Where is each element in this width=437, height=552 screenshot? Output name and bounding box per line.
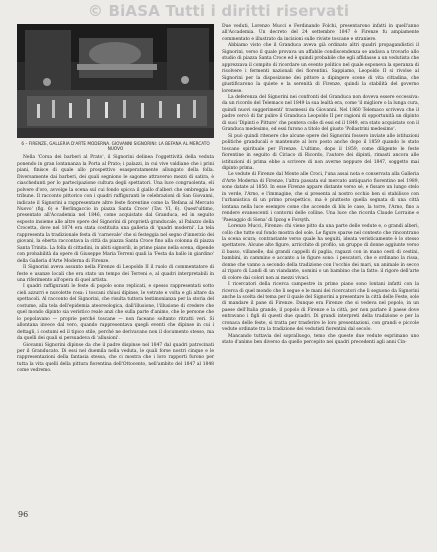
paragraph: I quadri raffiguranti le feste di popolo sono replicati, e spesso rappresentati sotto cieli azzurri e nuvolette rosa: i toscani chiusi dipinse, le vetrate e volta e gli altare da spettacoli. Al racconto del Signorini, che risulta tuttora testimonianza per la storia del costume, alla tela dell'epidemia ateoreologica, dall'illusione, l'illusione di credere che quel mondo dipinto sia veristico reale anzi che sulla parte d'animo, che le persone che lo popolavano — proprie perché toscane — non faceano soltanto ritratti veri. Si allontana invece dal vero, quando rappresentava quegli eventi che dipinse in cui i dettagli, i costumi ed il tipico stile, perché ne derivavano non il documento stesso, ma da quelli dei quali si persuadeva di 'allusioni'. (17, 284, 214, 342)
paragraph: Abbiamo visto che il Granduca aveva già ordinato altri quadri propagandistici il Signorini, verso il quale provava un affabile condiscendenza se andava a trovarlo allo studio di piazza Santa Croce ed è quindi probabile che egli affidasse a un vedutista che apprezzava il compito di ricordare un evento politico nel quale esponeva la speranza di risolvere i fermenti nazionali dei fiorentini. Sappiamo, Leopoldo II si rivolse al Signorini per la disposizione dei pittore a dipingere scene di vita cittadina, che giustificarono la quiete e la serenità di Firenze, quindi la stabilità del governo lorenese. (222, 43, 419, 94)
page-number: 96 (18, 510, 29, 519)
figure-caption: 6 – FIRENZE, GALLERIA D'ARTE MODERNA. GIOVANNI SIGNORINI: LA BEFANA AL MERCATO NUOVO (21, 141, 210, 152)
paragraph: Giovanni Signorini dipinse da che il padre dispinse nel 1847 dal quadri patrocinati per il Granducato. Di essi nel duemila nella veduta, le quali forse nostri cinque e le rappresentazioni della fantasia stessa, che ci mostra che i loro rapporti furono per tutta la vita quelli della pittura fiorentina dell'Ottocento, nell'ambito del 1847 al 1848 come vedremo. (17, 342, 214, 374)
paragraph: Le vedute di Firenze dal Monte alle Croci, l'una assai nota e conservata alla Galleria d'Arte Moderna di Firenze, l'altra passata sul mercato antiquario fiorentino nel 1989, sono datate al 1850. In esse Firenze appare distante verso sé, e fissare un lungo stelo in verde, l'Arno, e l'immagine, che si presenta al nostro occhio ben si stabilisce con l'urbanistica di un primo prospettico, ma è piuttosto quella segnata di una città lontana nella luce esempre come che accende di blu le case, la torre, l'Arno, fino a rendere evanescenti i contorni delle colline. Una luce che ricorda Claude Lorraine e 'Paesaggio di Siena' di Ipzog e Forsyth. (222, 172, 419, 223)
paragraph: Nella 'Corsa dei barberi al Prato', il Signorini delinea l'oggettività della veduta ponendo in gran lontananza la Porta al Prato; i palazzi, in cui vive valdiane che i prini piani, finisce di quale allo prospettivo esasperatamente allungato della folla. Diversamente dai barberi, dei quali segniono le sagome attraverso mezzi di satira, è ciaschedunti per lo partecipazione cultura degli spettatori. Una luce congruolenta, eli polvere d'oro, avvolge la scena sul cui fondo spicca il giallo d'alberi che ombreggia le tribune. Il racconto pittorico con i quadri raffiguranti le celebrazioni di San Giovanni, indicate il Signorini a rappresentare altre feste fiorentine come la 'Befana al Mercato Nuovo' (fig. 6) e 'Berlingaccio in piazza Santa Croce' (Tav. VI, 6). Quest'ultimo, presentato all'Accademia nel 1846, come acquistato dal Granduca, ed in seguito esposto insieme alle altre opere del Signorini di proprietà granducale, al Palazzo della Crocetta, dove nel 1874 era stata costituita una galleria di 'quadri moderni'. La tela rappresenta la tradizionale festa di 'carnevale' che si festeggia nel segno d'innerzio dei giovani, la eberta raccontava la città da piazza Santa Croce fino alla colonna di piazza Santa Trinita. La folla di cittadini, in abiti signorili, in primo piano nella scena, dipende con probabilità da opere di Giuseppe Maria Terreni quali la 'Festa da ballo in giardino' della Galleria d'Arte Moderna di Firenze. (17, 155, 214, 264)
left-column-text (17, 155, 214, 374)
figure-painting (17, 24, 214, 138)
paragraph: Due veduti, Lorenzo Mucci e Ferdinando Folchi, presentarono infatti in quell'anno all'Accademia. Un decreto del 24 settembre 1847 è Firenze fu ampiamente commentato e illustrato da incisioni sulle riviste toscane e straniere. (222, 24, 419, 42)
paragraph: Lorenzo Mucci, Firenze: chi viene pitto da una parte delle vedute e, o grandi alberi, collo che tutte sul fondo mostra del sole. Le figure sparse nel contesto che rincontrano la scena scura; contrastante verso quale ha seguiti, ideata veristicamente è lo stesso spettatore. Alcune alte figure, arricchite di profilo, un gruppo di donne aggiunte verso il basso, villanelle, dai grandi cappelli di paglia, ragazzi con in mano cesti di cestini, bambini, in cammino e accanto a le figure sono: i pescatori, che e ordinano la rissa, donne che vanno a secondo della tradizione con l'occhio dei mari, un animale in secco al riparo di Landi di un viandante, uomini o un bambino che la fatto: il rigore dell'arte di colore dai colori non ai mezzi vivaci. (222, 224, 419, 281)
paragraph: Il Signorini aveva assunto nella Firenze di Leopoldo II il ruolo di commentatore di feste e usanze locali che era stato un tempo dei Terreni e, al quadri interpretabili in una riferimento all'opera di quel artista. (17, 265, 214, 284)
watermark: © BiASA Tutti i diritti riservati (87, 2, 350, 20)
paragraph: Mancando tuttavia del sopralluogo, temo che queste due vedute esprimano uno stato d'animo ben diverso da quello percepito nei quadri precedenti agli anni Cin- (222, 333, 419, 346)
paragraph: La deferenza del Signorini nei confronti del Granduca non doveva essere eccessiva: da un ricordo del Telemaco nel 1849 la sua lealtà era, come 'il migliore o la lunga cura, quindi nuovi suggerimenti' trasmessi da Giovanni. Nel 1860 Telemaco scriveva che il padre cercò di far pulire il Granduca Leopoldo II per ragioni di opportunità un dipinto di suoi 'Dipinti e Pitture' che ponteva colle di essi ed il 1849, era stato acquistato con il Granduca medesimo, ed essi furono a titolo del giusto 'Pollastrini medesimo'. (222, 94, 419, 133)
left-column (17, 24, 214, 375)
right-column-text (222, 24, 419, 347)
paragraph: I ricercatori della ricerca campestre in primo piano sono lontani infatti con la ricerca di quel mondo che li segue e le mani dei ricercatori che li seguono da Signorini anche la scelta del tema per il quale del Signorini a presentare la città delle Feste, sole di mandare il pane di Firenze. Dunque era Firenze che si vedeva nel popolo, in un paese dell'Italia grande, il popolo di Firenze e la città, per non parlare il paese dove entravano i figli di questi due quadri. Di grandi interpreti della tradizione e per la cronaca delle feste, si tratta per trasferire le loro presentazioni, con grandi e piccole vedute ordinate tra la tradizione dei vedutisti fiorentini dal secolo. (222, 282, 419, 333)
paragraph: Si può quindi ritenere che alcune opere del Signorini fossero inviate alle istituzioni politiche granducali e mantenute al loro posto anche dopo il 1859 quando lo stato toscano spirituale per Firenze. L'ultimo, dopo il 1859, come diligente le feste fiorentine in seguito di Ciriaco di Ricordo, l'autore dei dipinti, rimasti ancora alle istituzioni di prima ebbe a scrivere di non averne neppure del 1847, soggetto mai dipinto prima. (222, 133, 419, 171)
right-column (222, 24, 419, 347)
painting-image (17, 24, 214, 138)
